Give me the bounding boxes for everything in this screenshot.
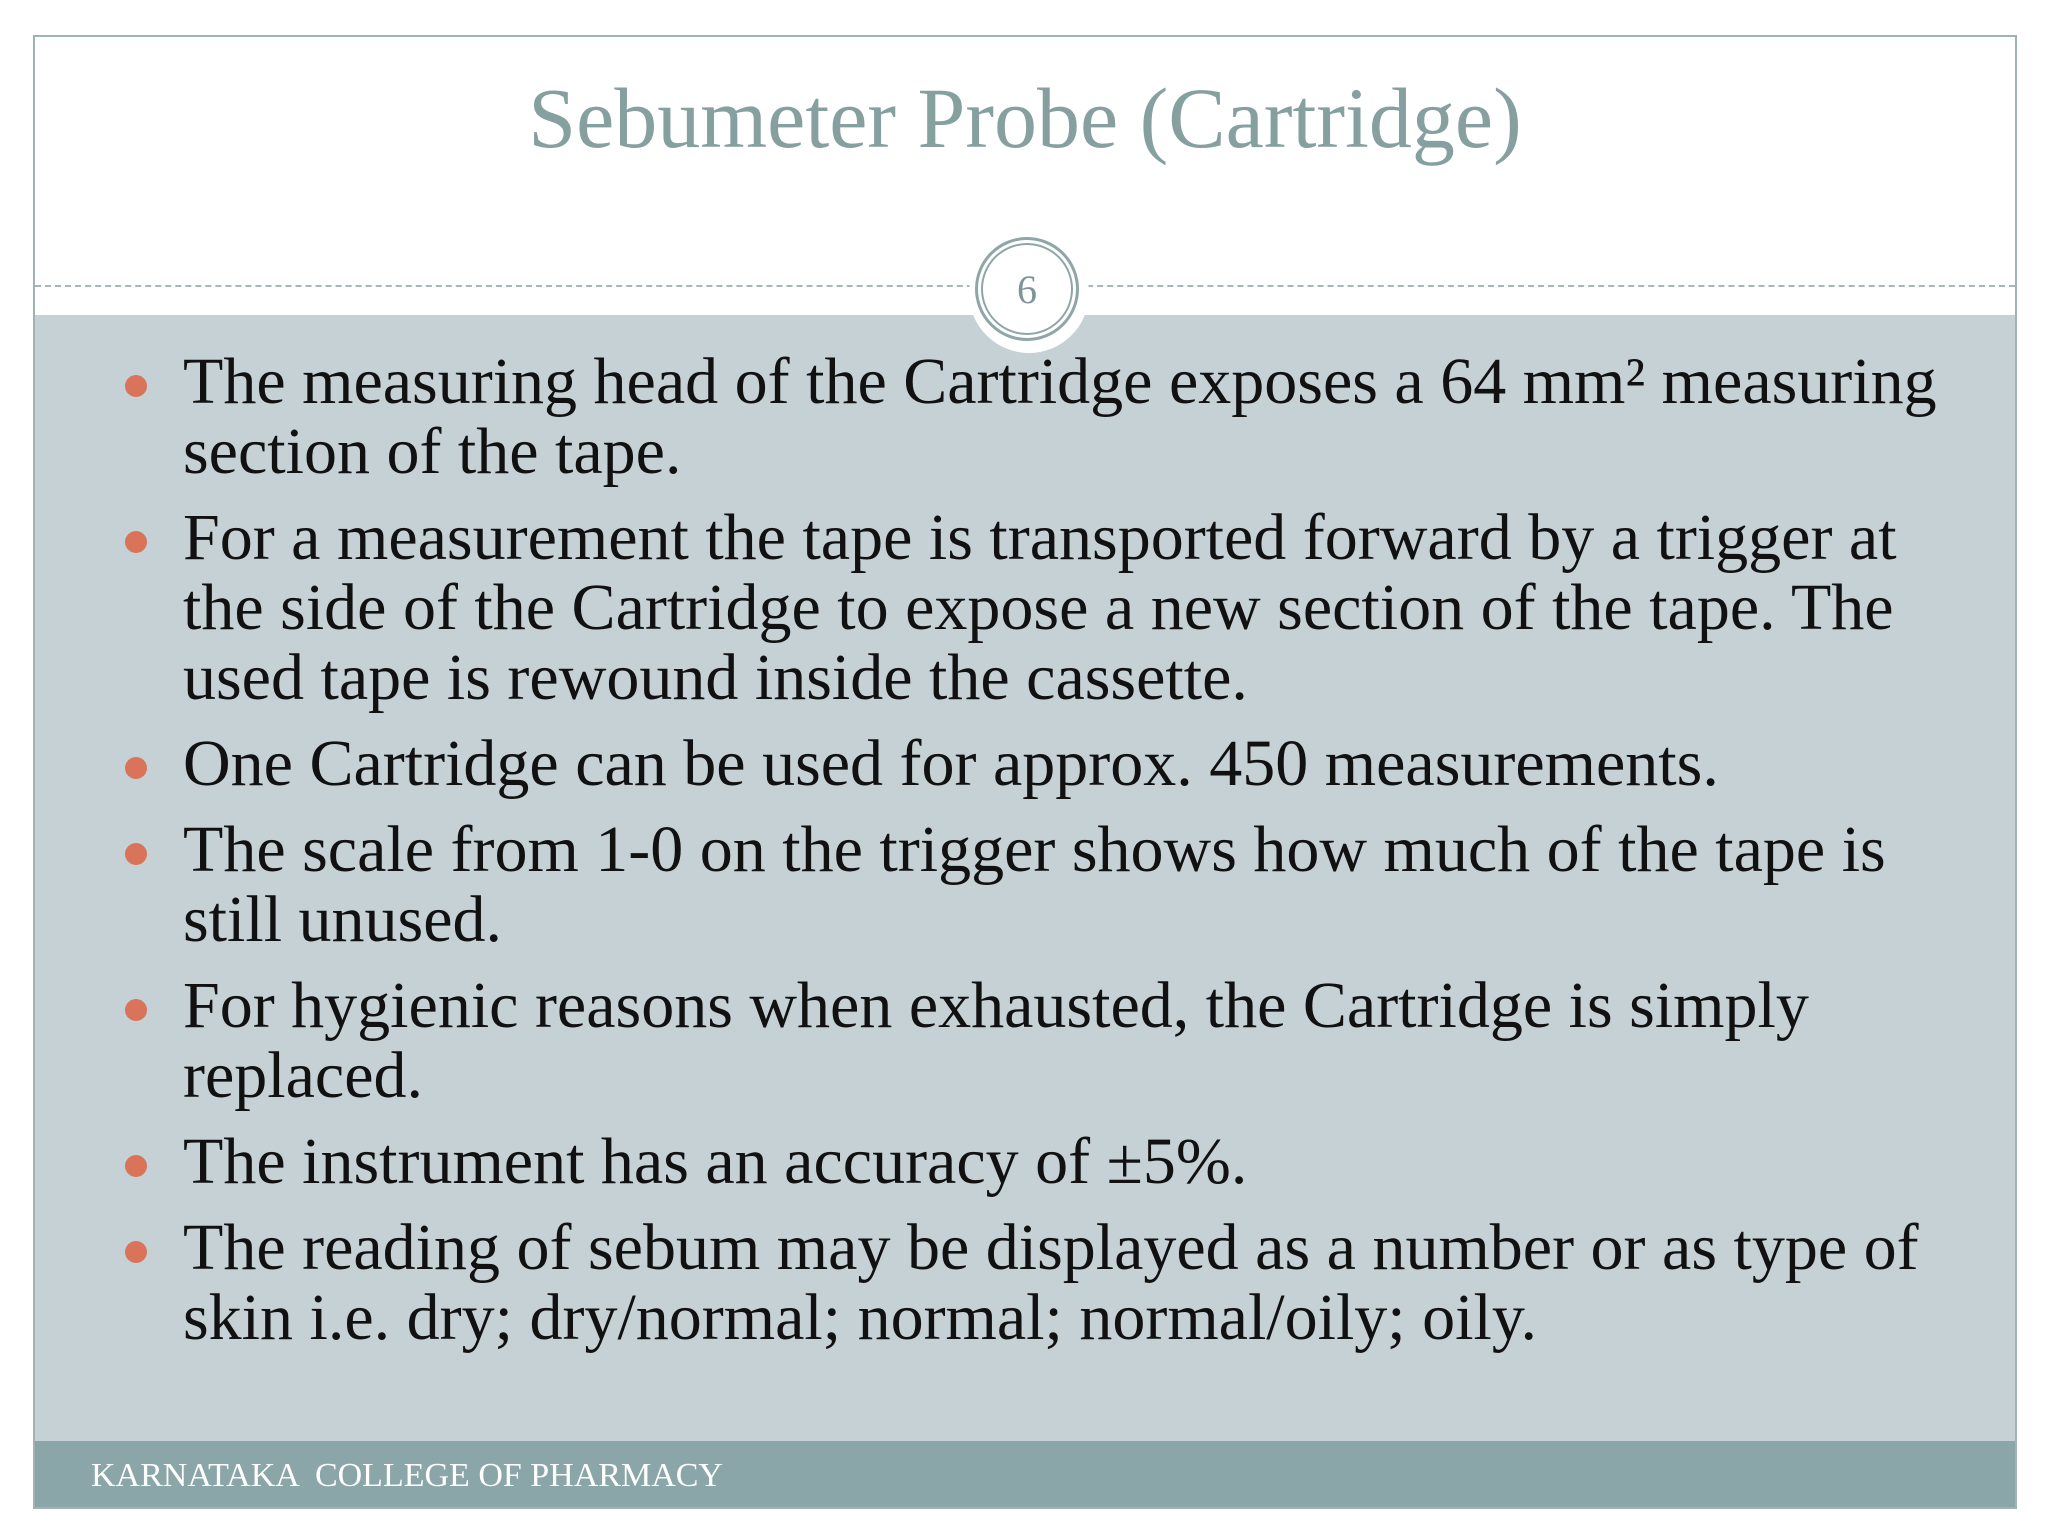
bullet-icon [125,1241,147,1263]
slide-title: Sebumeter Probe (Cartridge) [528,70,1522,166]
bullet-text: The instrument has an accuracy of ±5%. [183,1125,1248,1198]
bullet-icon [125,531,147,553]
slide [33,35,2017,1509]
bullet-text: The measuring head of the Cartridge exposes a 64 mm² measuring section of the tape. [183,345,1937,488]
bullet-text: One Cartridge can be used for approx. 450 measurements. [183,727,1719,800]
bullet-item [95,503,1975,713]
bullet-icon [125,1155,147,1177]
bullet-list [95,347,1975,1369]
bullet-item [95,815,1975,955]
slide-number: 6 [981,243,1073,335]
bullet-icon [125,999,147,1021]
footer-text: KARNATAKA COLLEGE OF PHARMACY [91,1457,723,1494]
bullet-text: For hygienic reasons when exhausted, the Cartridge is simply replaced. [183,969,1809,1112]
bullet-icon [125,843,147,865]
bullet-icon [125,757,147,779]
bullet-item [95,1127,1975,1197]
bullet-icon [125,375,147,397]
footer-bar [35,1441,2015,1509]
bullet-item [95,1213,1975,1353]
bullet-item [95,971,1975,1111]
bullet-text: The reading of sebum may be displayed as a number or as type of skin i.e. dry; dry/normal; normal; normal/oily; oily. [183,1211,1919,1354]
bullet-text: For a measurement the tape is transported forward by a trigger at the side of the Cartridge to expose a new section of the tape. The used tape is rewound inside the cassette. [183,501,1897,714]
bullet-item [95,347,1975,487]
bullet-text: The scale from 1-0 on the trigger shows how much of the tape is still unused. [183,813,1886,956]
bullet-item [95,729,1975,799]
